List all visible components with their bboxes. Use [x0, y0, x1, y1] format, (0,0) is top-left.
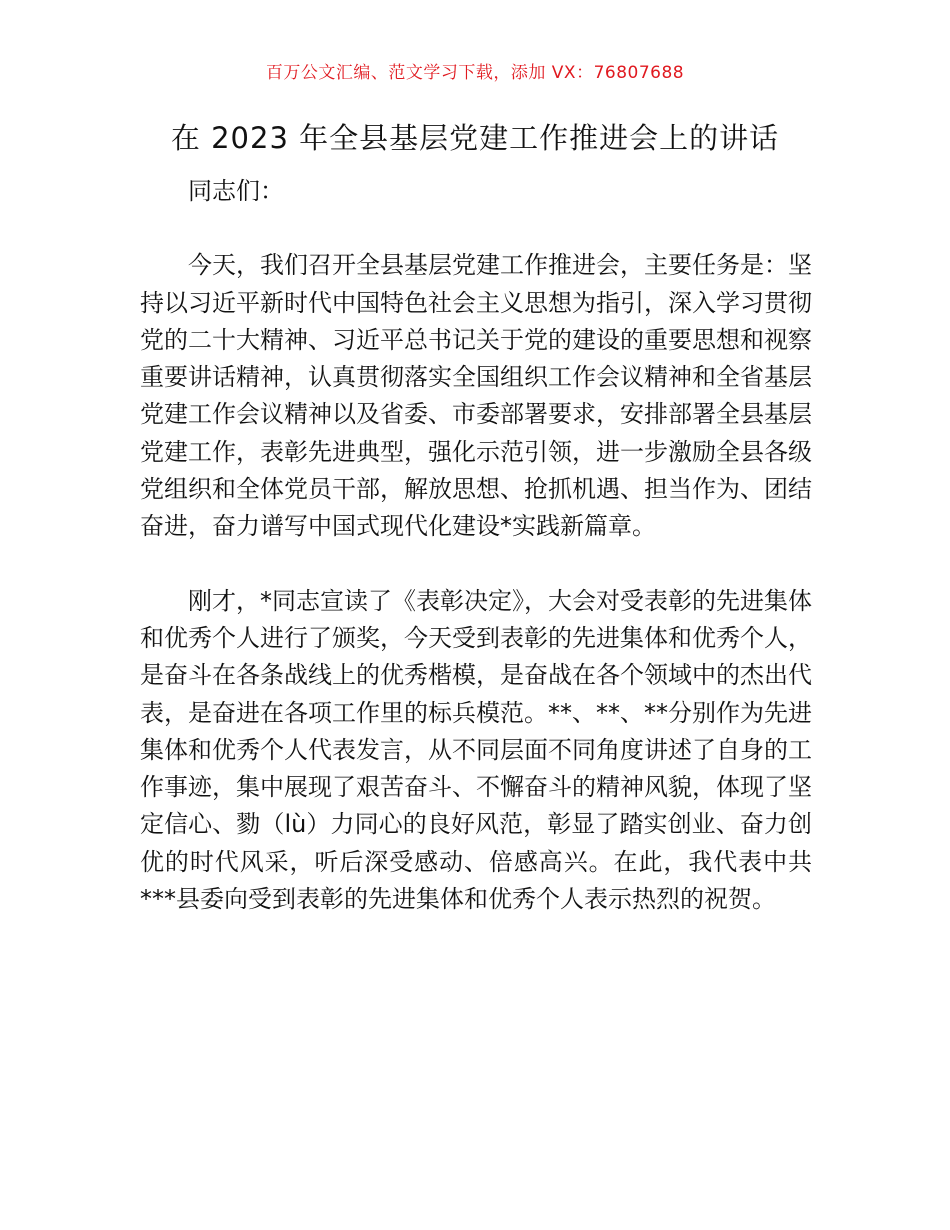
body-paragraph-1: 今天，我们召开全县基层党建工作推进会，主要任务是：坚持以习近平新时代中国特色社会主义思想为指引，深入学习贯彻党的二十大精神、习近平总书记关于党的建设的重要思想和视察重要讲话精神，认真贯彻落实全国组织工作会议精神和全省基层党建工作会议精神以及省委、市委部署要求，安排部署全县基层党建工作，表彰先进典型，强化示范引领，进一步激励全县各级党组织和全体党员干部，解放思想、抢抓机遇、担当作为、团结奋进，奋力谱写中国式现代化建设*实践新篇章。: [140, 251, 812, 541]
document-body: [140, 173, 812, 918]
body-paragraph-2: 刚才，*同志宣读了《表彰决定》，大会对受表彰的先进集体和优秀个人进行了颁奖，今天受到表彰的先进集体和优秀个人，是奋斗在各条战线上的优秀楷模，是奋战在各个领域中的杰出代表，是奋进在各项工作里的标兵模范。**、**、**分别作为先进集体和优秀个人代表发言，从不同层面不同角度讲述了自身的工作事迹，集中展现了艰苦奋斗、不懈奋斗的精神风貌，体现了坚定信心、勠（lù）力同心的良好风范，彰显了踏实创业、奋力创优的时代风采，听后深受感动、倍感高兴。在此，我代表中共***县委向受到表彰的先进集体和优秀个人表示热烈的祝贺。: [140, 586, 812, 914]
salutation: 同志们：: [188, 177, 284, 205]
document-title: 在 2023 年全县基层党建工作推进会上的讲话: [170, 121, 780, 155]
watermark-header-note: 百万公文汇编、范文学习下载，添加 VX：76807688: [265, 63, 685, 83]
